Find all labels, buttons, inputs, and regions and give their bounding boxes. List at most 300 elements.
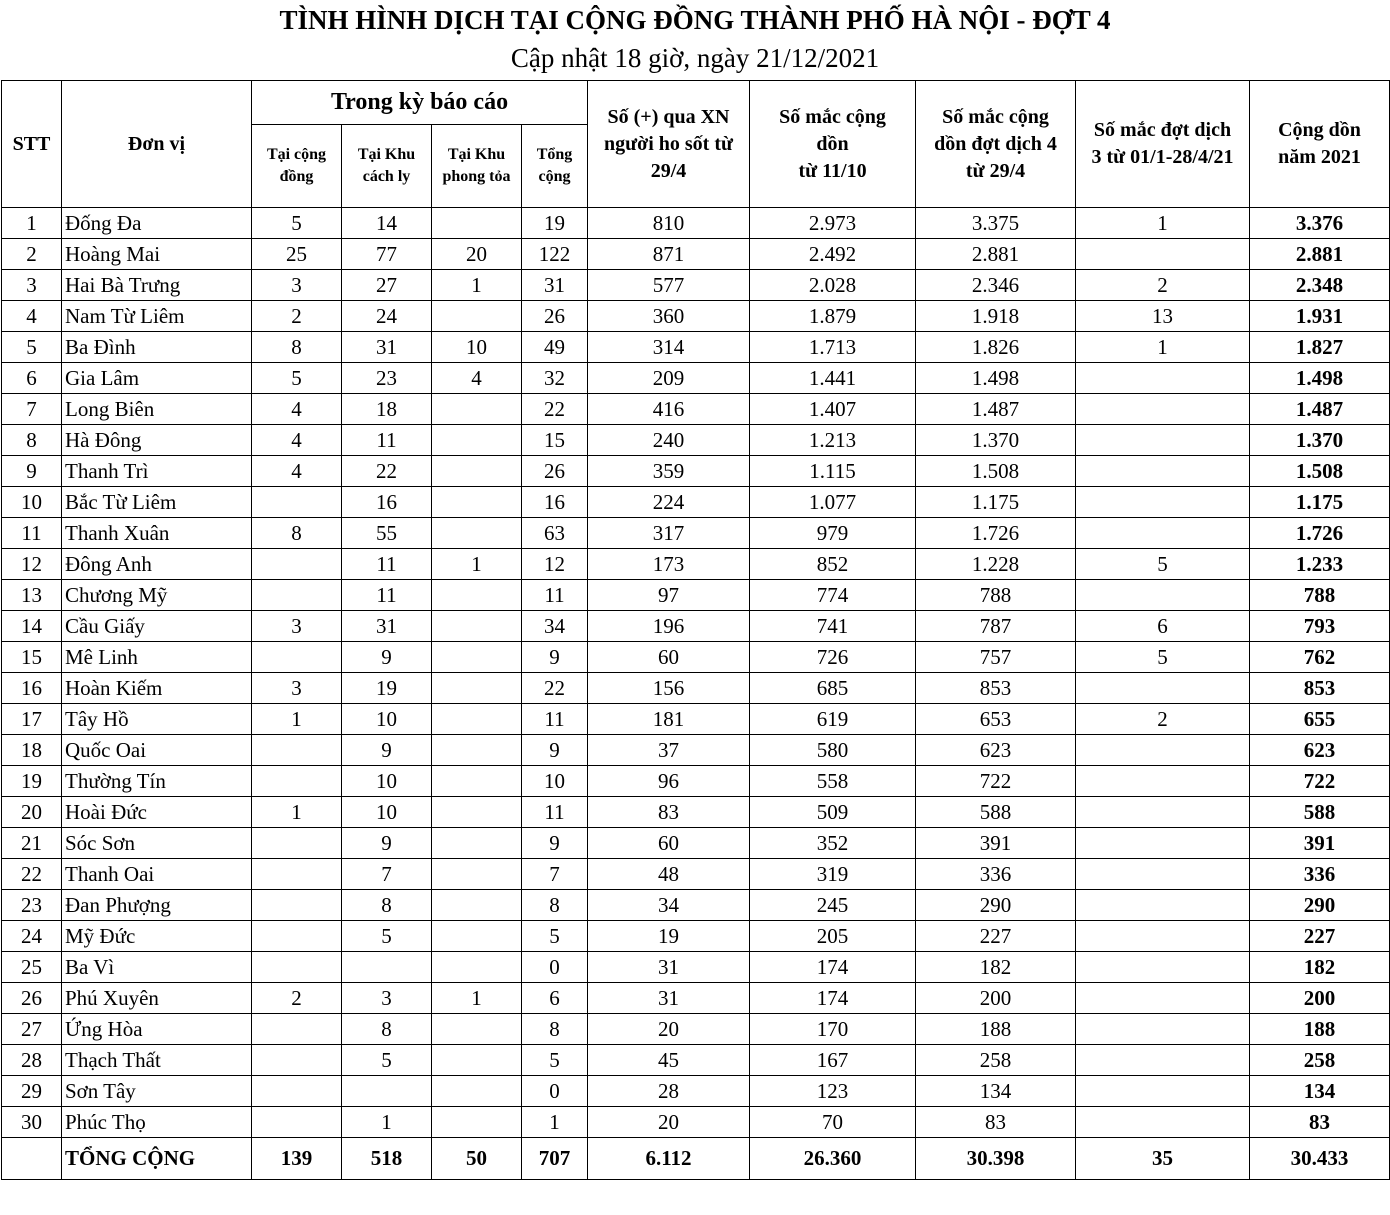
isolation-cell bbox=[342, 1076, 432, 1107]
table-row bbox=[2, 487, 1390, 518]
stt-cell: 8 bbox=[2, 425, 62, 456]
cumulative-2021-cell: 1.370 bbox=[1250, 425, 1390, 456]
wave3-cell bbox=[1076, 363, 1250, 394]
lockdown-cell bbox=[432, 1045, 522, 1076]
fever-positive-cell: 416 bbox=[588, 394, 750, 425]
unit-cell: Bắc Từ Liêm bbox=[62, 487, 252, 518]
period-total-cell: 34 bbox=[522, 611, 588, 642]
community-cell bbox=[252, 921, 342, 952]
lockdown-cell bbox=[432, 208, 522, 239]
cumulative-wave4-cell: 623 bbox=[916, 735, 1076, 766]
header-unit: Đơn vị bbox=[62, 81, 252, 208]
header-wave3-cases: Số mắc đợt dịch 3 từ 01/1-28/4/21 bbox=[1076, 81, 1250, 208]
lockdown-cell bbox=[432, 921, 522, 952]
unit-cell: Tây Hồ bbox=[62, 704, 252, 735]
wave3-cell bbox=[1076, 239, 1250, 270]
cumulative-wave4-cell: 3.375 bbox=[916, 208, 1076, 239]
cumulative-since-1110-cell: 1.407 bbox=[750, 394, 916, 425]
period-total-cell: 5 bbox=[522, 921, 588, 952]
fever-positive-cell: 871 bbox=[588, 239, 750, 270]
table-row bbox=[2, 735, 1390, 766]
cumulative-since-1110-cell: 580 bbox=[750, 735, 916, 766]
period-total-cell: 49 bbox=[522, 332, 588, 363]
cumulative-wave4-cell: 757 bbox=[916, 642, 1076, 673]
stt-cell: 21 bbox=[2, 828, 62, 859]
isolation-cell: 11 bbox=[342, 549, 432, 580]
wave3-cell bbox=[1076, 766, 1250, 797]
unit-cell: Thanh Xuân bbox=[62, 518, 252, 549]
unit-cell: Mê Linh bbox=[62, 642, 252, 673]
table-row bbox=[2, 642, 1390, 673]
community-cell bbox=[252, 580, 342, 611]
community-cell bbox=[252, 1014, 342, 1045]
cumulative-since-1110-cell: 726 bbox=[750, 642, 916, 673]
lockdown-cell bbox=[432, 859, 522, 890]
period-total-cell: 11 bbox=[522, 797, 588, 828]
cumulative-wave4-cell: 1.918 bbox=[916, 301, 1076, 332]
fever-positive-cell: 359 bbox=[588, 456, 750, 487]
wave3-cell: 5 bbox=[1076, 549, 1250, 580]
unit-cell: Đống Đa bbox=[62, 208, 252, 239]
wave3-cell bbox=[1076, 425, 1250, 456]
community-cell: 4 bbox=[252, 456, 342, 487]
cumulative-2021-cell: 1.726 bbox=[1250, 518, 1390, 549]
isolation-cell: 24 bbox=[342, 301, 432, 332]
isolation-cell: 55 bbox=[342, 518, 432, 549]
community-cell: 3 bbox=[252, 673, 342, 704]
period-total-cell: 26 bbox=[522, 456, 588, 487]
period-total-cell: 31 bbox=[522, 270, 588, 301]
total-lockdown-cell: 50 bbox=[432, 1138, 522, 1180]
cumulative-since-1110-cell: 1.879 bbox=[750, 301, 916, 332]
header-fever-positive: Số (+) qua XN người ho sốt từ 29/4 bbox=[588, 81, 750, 208]
wave3-cell bbox=[1076, 1045, 1250, 1076]
cumulative-since-1110-cell: 979 bbox=[750, 518, 916, 549]
unit-cell: Gia Lâm bbox=[62, 363, 252, 394]
isolation-cell: 8 bbox=[342, 890, 432, 921]
fever-positive-cell: 19 bbox=[588, 921, 750, 952]
isolation-cell: 10 bbox=[342, 797, 432, 828]
stt-cell: 24 bbox=[2, 921, 62, 952]
stt-cell: 17 bbox=[2, 704, 62, 735]
stt-cell: 20 bbox=[2, 797, 62, 828]
wave3-cell: 2 bbox=[1076, 270, 1250, 301]
cumulative-wave4-cell: 83 bbox=[916, 1107, 1076, 1138]
total-fever-positive-cell: 6.112 bbox=[588, 1138, 750, 1180]
cumulative-since-1110-cell: 245 bbox=[750, 890, 916, 921]
cumulative-since-1110-cell: 1.115 bbox=[750, 456, 916, 487]
covid-cases-table bbox=[1, 80, 1390, 1180]
unit-cell: Nam Từ Liêm bbox=[62, 301, 252, 332]
wave3-cell bbox=[1076, 1014, 1250, 1045]
stt-cell: 10 bbox=[2, 487, 62, 518]
cumulative-2021-cell: 391 bbox=[1250, 828, 1390, 859]
cumulative-wave4-cell: 391 bbox=[916, 828, 1076, 859]
stt-cell: 18 bbox=[2, 735, 62, 766]
cumulative-wave4-cell: 336 bbox=[916, 859, 1076, 890]
fever-positive-cell: 156 bbox=[588, 673, 750, 704]
table-row bbox=[2, 549, 1390, 580]
fever-positive-cell: 45 bbox=[588, 1045, 750, 1076]
period-total-cell: 63 bbox=[522, 518, 588, 549]
cumulative-2021-cell: 336 bbox=[1250, 859, 1390, 890]
cumulative-wave4-cell: 200 bbox=[916, 983, 1076, 1014]
isolation-cell: 11 bbox=[342, 425, 432, 456]
period-total-cell: 6 bbox=[522, 983, 588, 1014]
community-cell: 2 bbox=[252, 301, 342, 332]
community-cell bbox=[252, 1076, 342, 1107]
stt-cell: 27 bbox=[2, 1014, 62, 1045]
lockdown-cell bbox=[432, 797, 522, 828]
cumulative-wave4-cell: 1.508 bbox=[916, 456, 1076, 487]
fever-positive-cell: 314 bbox=[588, 332, 750, 363]
community-cell bbox=[252, 487, 342, 518]
wave3-cell bbox=[1076, 921, 1250, 952]
period-total-cell: 122 bbox=[522, 239, 588, 270]
lockdown-cell: 20 bbox=[432, 239, 522, 270]
community-cell bbox=[252, 952, 342, 983]
unit-cell: Đông Anh bbox=[62, 549, 252, 580]
wave3-cell: 1 bbox=[1076, 332, 1250, 363]
period-total-cell: 0 bbox=[522, 1076, 588, 1107]
table-row bbox=[2, 859, 1390, 890]
fever-positive-cell: 31 bbox=[588, 952, 750, 983]
stt-cell: 11 bbox=[2, 518, 62, 549]
cumulative-2021-cell: 762 bbox=[1250, 642, 1390, 673]
isolation-cell: 1 bbox=[342, 1107, 432, 1138]
table-row bbox=[2, 1045, 1390, 1076]
unit-cell: Phúc Thọ bbox=[62, 1107, 252, 1138]
fever-positive-cell: 37 bbox=[588, 735, 750, 766]
cumulative-2021-cell: 1.827 bbox=[1250, 332, 1390, 363]
table-row bbox=[2, 673, 1390, 704]
cumulative-since-1110-cell: 167 bbox=[750, 1045, 916, 1076]
header-cumulative-2021: Cộng dồn năm 2021 bbox=[1250, 81, 1390, 208]
stt-cell: 22 bbox=[2, 859, 62, 890]
cumulative-wave4-cell: 1.175 bbox=[916, 487, 1076, 518]
lockdown-cell bbox=[432, 1014, 522, 1045]
total-cumulative-wave4-cell: 30.398 bbox=[916, 1138, 1076, 1180]
community-cell: 4 bbox=[252, 394, 342, 425]
wave3-cell: 1 bbox=[1076, 208, 1250, 239]
isolation-cell: 9 bbox=[342, 642, 432, 673]
isolation-cell: 3 bbox=[342, 983, 432, 1014]
cumulative-since-1110-cell: 1.713 bbox=[750, 332, 916, 363]
table-row bbox=[2, 270, 1390, 301]
fever-positive-cell: 209 bbox=[588, 363, 750, 394]
cumulative-since-1110-cell: 352 bbox=[750, 828, 916, 859]
cumulative-2021-cell: 1.487 bbox=[1250, 394, 1390, 425]
cumulative-wave4-cell: 722 bbox=[916, 766, 1076, 797]
stt-cell: 7 bbox=[2, 394, 62, 425]
fever-positive-cell: 20 bbox=[588, 1107, 750, 1138]
cumulative-since-1110-cell: 123 bbox=[750, 1076, 916, 1107]
table-row bbox=[2, 797, 1390, 828]
stt-cell: 28 bbox=[2, 1045, 62, 1076]
stt-cell: 12 bbox=[2, 549, 62, 580]
header-cumulative-wave4: Số mắc cộng dồn đợt dịch 4 từ 29/4 bbox=[916, 81, 1076, 208]
cumulative-wave4-cell: 653 bbox=[916, 704, 1076, 735]
cumulative-wave4-cell: 1.498 bbox=[916, 363, 1076, 394]
period-total-cell: 9 bbox=[522, 735, 588, 766]
period-total-cell: 7 bbox=[522, 859, 588, 890]
fever-positive-cell: 20 bbox=[588, 1014, 750, 1045]
lockdown-cell bbox=[432, 611, 522, 642]
cumulative-since-1110-cell: 619 bbox=[750, 704, 916, 735]
lockdown-cell bbox=[432, 301, 522, 332]
lockdown-cell: 1 bbox=[432, 549, 522, 580]
lockdown-cell bbox=[432, 425, 522, 456]
header-cumulative-since-1110: Số mắc cộng dồn từ 11/10 bbox=[750, 81, 916, 208]
unit-cell: Phú Xuyên bbox=[62, 983, 252, 1014]
unit-cell: Ba Đình bbox=[62, 332, 252, 363]
table-row bbox=[2, 611, 1390, 642]
fever-positive-cell: 360 bbox=[588, 301, 750, 332]
cumulative-wave4-cell: 290 bbox=[916, 890, 1076, 921]
isolation-cell: 19 bbox=[342, 673, 432, 704]
stt-cell: 5 bbox=[2, 332, 62, 363]
table-row bbox=[2, 952, 1390, 983]
period-total-cell: 11 bbox=[522, 580, 588, 611]
cumulative-since-1110-cell: 170 bbox=[750, 1014, 916, 1045]
unit-cell: Đan Phượng bbox=[62, 890, 252, 921]
cumulative-2021-cell: 1.233 bbox=[1250, 549, 1390, 580]
stt-cell: 9 bbox=[2, 456, 62, 487]
stt-cell: 23 bbox=[2, 890, 62, 921]
community-cell: 25 bbox=[252, 239, 342, 270]
isolation-cell: 9 bbox=[342, 735, 432, 766]
cumulative-since-1110-cell: 174 bbox=[750, 983, 916, 1014]
stt-cell: 2 bbox=[2, 239, 62, 270]
wave3-cell bbox=[1076, 983, 1250, 1014]
cumulative-2021-cell: 258 bbox=[1250, 1045, 1390, 1076]
isolation-cell: 7 bbox=[342, 859, 432, 890]
stt-cell: 29 bbox=[2, 1076, 62, 1107]
stt-cell: 1 bbox=[2, 208, 62, 239]
total-period-total-cell: 707 bbox=[522, 1138, 588, 1180]
total-row bbox=[2, 1138, 1390, 1180]
stt-cell: 6 bbox=[2, 363, 62, 394]
cumulative-wave4-cell: 787 bbox=[916, 611, 1076, 642]
cumulative-wave4-cell: 188 bbox=[916, 1014, 1076, 1045]
cumulative-since-1110-cell: 741 bbox=[750, 611, 916, 642]
fever-positive-cell: 810 bbox=[588, 208, 750, 239]
community-cell bbox=[252, 890, 342, 921]
cumulative-wave4-cell: 1.370 bbox=[916, 425, 1076, 456]
table-row bbox=[2, 890, 1390, 921]
unit-cell: Hoài Đức bbox=[62, 797, 252, 828]
total-wave3-cell: 35 bbox=[1076, 1138, 1250, 1180]
cumulative-2021-cell: 793 bbox=[1250, 611, 1390, 642]
lockdown-cell bbox=[432, 642, 522, 673]
fever-positive-cell: 196 bbox=[588, 611, 750, 642]
cumulative-since-1110-cell: 70 bbox=[750, 1107, 916, 1138]
header-community: Tại cộng đồng bbox=[252, 125, 342, 208]
cumulative-since-1110-cell: 1.441 bbox=[750, 363, 916, 394]
lockdown-cell bbox=[432, 1076, 522, 1107]
fever-positive-cell: 60 bbox=[588, 828, 750, 859]
cumulative-2021-cell: 788 bbox=[1250, 580, 1390, 611]
community-cell: 8 bbox=[252, 332, 342, 363]
cumulative-since-1110-cell: 1.213 bbox=[750, 425, 916, 456]
cumulative-2021-cell: 1.175 bbox=[1250, 487, 1390, 518]
unit-cell: Ba Vì bbox=[62, 952, 252, 983]
lockdown-cell bbox=[432, 487, 522, 518]
lockdown-cell bbox=[432, 704, 522, 735]
table-row bbox=[2, 301, 1390, 332]
table-row bbox=[2, 332, 1390, 363]
cumulative-since-1110-cell: 509 bbox=[750, 797, 916, 828]
cumulative-since-1110-cell: 1.077 bbox=[750, 487, 916, 518]
table-header bbox=[2, 81, 1390, 208]
community-cell bbox=[252, 735, 342, 766]
cumulative-2021-cell: 188 bbox=[1250, 1014, 1390, 1045]
community-cell: 5 bbox=[252, 208, 342, 239]
period-total-cell: 9 bbox=[522, 828, 588, 859]
community-cell: 4 bbox=[252, 425, 342, 456]
community-cell bbox=[252, 1107, 342, 1138]
fever-positive-cell: 224 bbox=[588, 487, 750, 518]
unit-cell: Long Biên bbox=[62, 394, 252, 425]
cumulative-2021-cell: 2.348 bbox=[1250, 270, 1390, 301]
isolation-cell: 27 bbox=[342, 270, 432, 301]
unit-cell: Thanh Oai bbox=[62, 859, 252, 890]
cumulative-2021-cell: 1.498 bbox=[1250, 363, 1390, 394]
isolation-cell: 31 bbox=[342, 332, 432, 363]
cumulative-wave4-cell: 788 bbox=[916, 580, 1076, 611]
fever-positive-cell: 60 bbox=[588, 642, 750, 673]
wave3-cell bbox=[1076, 828, 1250, 859]
cumulative-wave4-cell: 134 bbox=[916, 1076, 1076, 1107]
report-subtitle: Cập nhật 18 giờ, ngày 21/12/2021 bbox=[510, 43, 880, 73]
isolation-cell bbox=[342, 952, 432, 983]
isolation-cell: 31 bbox=[342, 611, 432, 642]
fever-positive-cell: 34 bbox=[588, 890, 750, 921]
cumulative-since-1110-cell: 558 bbox=[750, 766, 916, 797]
community-cell: 2 bbox=[252, 983, 342, 1014]
lockdown-cell bbox=[432, 890, 522, 921]
cumulative-2021-cell: 623 bbox=[1250, 735, 1390, 766]
period-total-cell: 12 bbox=[522, 549, 588, 580]
table-row bbox=[2, 704, 1390, 735]
cumulative-since-1110-cell: 685 bbox=[750, 673, 916, 704]
unit-cell: Cầu Giấy bbox=[62, 611, 252, 642]
period-total-cell: 8 bbox=[522, 890, 588, 921]
isolation-cell: 9 bbox=[342, 828, 432, 859]
table-row bbox=[2, 766, 1390, 797]
period-total-cell: 19 bbox=[522, 208, 588, 239]
stt-cell: 14 bbox=[2, 611, 62, 642]
wave3-cell: 13 bbox=[1076, 301, 1250, 332]
period-total-cell: 32 bbox=[522, 363, 588, 394]
lockdown-cell: 1 bbox=[432, 983, 522, 1014]
wave3-cell bbox=[1076, 580, 1250, 611]
period-total-cell: 26 bbox=[522, 301, 588, 332]
lockdown-cell: 10 bbox=[432, 332, 522, 363]
cumulative-since-1110-cell: 319 bbox=[750, 859, 916, 890]
unit-cell: Chương Mỹ bbox=[62, 580, 252, 611]
community-cell bbox=[252, 859, 342, 890]
isolation-cell: 18 bbox=[342, 394, 432, 425]
isolation-cell: 23 bbox=[342, 363, 432, 394]
wave3-cell bbox=[1076, 456, 1250, 487]
wave3-cell bbox=[1076, 952, 1250, 983]
cumulative-wave4-cell: 258 bbox=[916, 1045, 1076, 1076]
fever-positive-cell: 83 bbox=[588, 797, 750, 828]
cumulative-wave4-cell: 227 bbox=[916, 921, 1076, 952]
period-total-cell: 11 bbox=[522, 704, 588, 735]
cumulative-wave4-cell: 1.726 bbox=[916, 518, 1076, 549]
lockdown-cell bbox=[432, 735, 522, 766]
cumulative-since-1110-cell: 174 bbox=[750, 952, 916, 983]
isolation-cell: 5 bbox=[342, 1045, 432, 1076]
community-cell: 5 bbox=[252, 363, 342, 394]
stt-cell: 4 bbox=[2, 301, 62, 332]
cumulative-2021-cell: 290 bbox=[1250, 890, 1390, 921]
cumulative-since-1110-cell: 2.492 bbox=[750, 239, 916, 270]
total-community-cell: 139 bbox=[252, 1138, 342, 1180]
lockdown-cell bbox=[432, 766, 522, 797]
wave3-cell: 2 bbox=[1076, 704, 1250, 735]
table-row bbox=[2, 1014, 1390, 1045]
isolation-cell: 5 bbox=[342, 921, 432, 952]
cumulative-2021-cell: 853 bbox=[1250, 673, 1390, 704]
fever-positive-cell: 173 bbox=[588, 549, 750, 580]
cumulative-2021-cell: 655 bbox=[1250, 704, 1390, 735]
unit-cell: Thanh Trì bbox=[62, 456, 252, 487]
table-row bbox=[2, 921, 1390, 952]
period-total-cell: 9 bbox=[522, 642, 588, 673]
period-total-cell: 22 bbox=[522, 673, 588, 704]
header-isolation-area: Tại Khu cách ly bbox=[342, 125, 432, 208]
lockdown-cell: 1 bbox=[432, 270, 522, 301]
unit-cell: Mỹ Đức bbox=[62, 921, 252, 952]
isolation-cell: 10 bbox=[342, 766, 432, 797]
period-total-cell: 5 bbox=[522, 1045, 588, 1076]
cumulative-2021-cell: 200 bbox=[1250, 983, 1390, 1014]
isolation-cell: 77 bbox=[342, 239, 432, 270]
cumulative-since-1110-cell: 2.028 bbox=[750, 270, 916, 301]
lockdown-cell bbox=[432, 828, 522, 859]
lockdown-cell bbox=[432, 394, 522, 425]
cumulative-wave4-cell: 182 bbox=[916, 952, 1076, 983]
isolation-cell: 22 bbox=[342, 456, 432, 487]
wave3-cell: 6 bbox=[1076, 611, 1250, 642]
header-stt: STT bbox=[2, 81, 62, 208]
cumulative-wave4-cell: 2.346 bbox=[916, 270, 1076, 301]
cumulative-wave4-cell: 1.228 bbox=[916, 549, 1076, 580]
stt-cell: 25 bbox=[2, 952, 62, 983]
fever-positive-cell: 28 bbox=[588, 1076, 750, 1107]
community-cell bbox=[252, 766, 342, 797]
period-total-cell: 0 bbox=[522, 952, 588, 983]
cumulative-wave4-cell: 588 bbox=[916, 797, 1076, 828]
lockdown-cell bbox=[432, 952, 522, 983]
fever-positive-cell: 317 bbox=[588, 518, 750, 549]
community-cell: 3 bbox=[252, 270, 342, 301]
table-row bbox=[2, 394, 1390, 425]
cumulative-since-1110-cell: 774 bbox=[750, 580, 916, 611]
unit-cell: Hai Bà Trưng bbox=[62, 270, 252, 301]
unit-cell: Hoàn Kiếm bbox=[62, 673, 252, 704]
isolation-cell: 10 bbox=[342, 704, 432, 735]
wave3-cell bbox=[1076, 673, 1250, 704]
fever-positive-cell: 97 bbox=[588, 580, 750, 611]
fever-positive-cell: 96 bbox=[588, 766, 750, 797]
unit-cell: Quốc Oai bbox=[62, 735, 252, 766]
wave3-cell bbox=[1076, 518, 1250, 549]
header-reporting-period: Trong kỳ báo cáo bbox=[252, 81, 588, 125]
